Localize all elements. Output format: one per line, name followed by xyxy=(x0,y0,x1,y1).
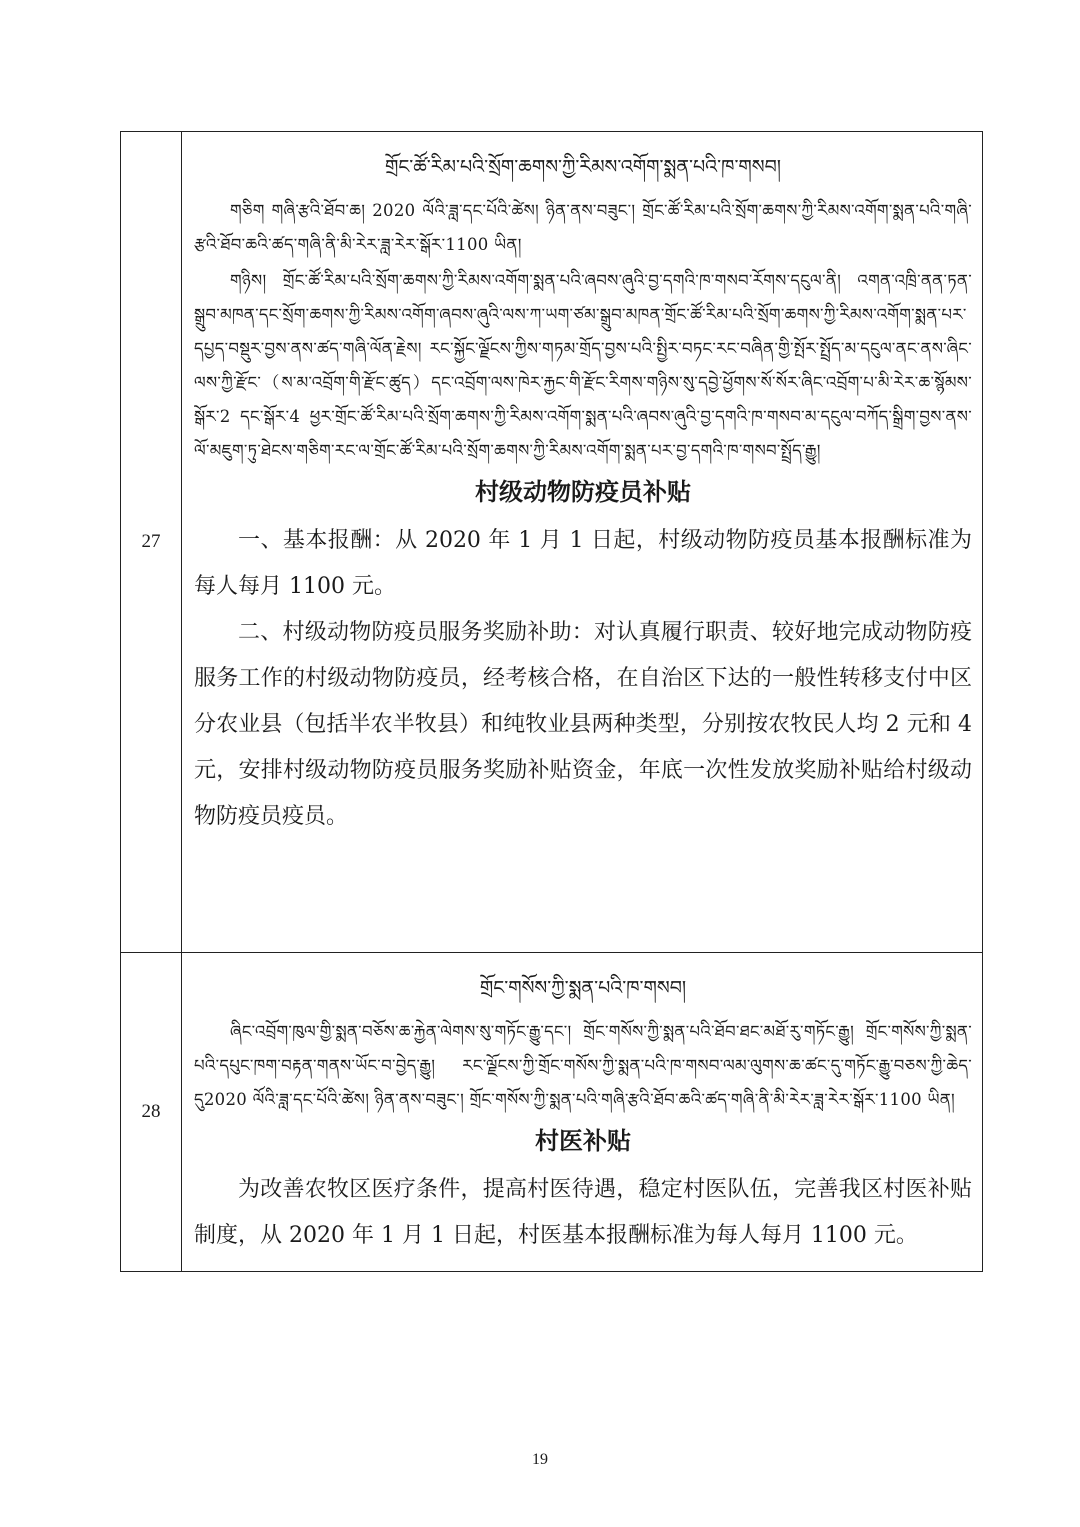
row-number: 27 xyxy=(121,132,182,953)
chinese-paragraph: 二、村级动物防疫员服务奖励补助：对认真履行职责、较好地完成动物防疫服务工作的村级动物防疫员，经考核合格，在自治区下达的一般性转移支付中区分农业县（包括半农半牧县）和纯牧业县两种类型，分别按农牧民人均 2 元和 4 元，安排村级动物防疫员服务奖励补贴资金，年底一次性发放奖励补贴给村级动物防疫员疫员。 xyxy=(194,620,972,829)
row-number: 28 xyxy=(121,953,182,1272)
row-content xyxy=(182,953,983,1272)
table-row xyxy=(121,132,983,953)
tibetan-paragraph: གཉིས། གྲོང་ཚོ་རིམ་པའི་སྲོག་ཆགས་ཀྱི་རིམས་འགོག་སྨན་པའི་ཞབས་ཞུའི་བྱ་དགའི་ཁ་གསབ་རོགས་དངུལ་ནི། འགན་འཁྲི་ནན་ཏན་སྒྲུབ་མཁན་དང་སྲོག་ཆགས་ཀྱི་རིམས་འགོག་ཞབས་ཞུའི་ལས་ཀ་ཡག་ཙམ་སྒྲུབ་མཁན་གྲོང་ཚོ་རིམ་པའི་སྲོག་ཆགས་ཀྱི་རིམས་འགོག་སྨན་པར་དཔྱད་བསྡུར་བྱས་ནས་ཚད་གཞི་ལོན་རྗེས། རང་སྐྱོང་ལྗོངས་ཀྱིས་གཏམ་གྲོད་བྱས་པའི་སྤྱིར་བཏང་རང་བཞིན་གྱི་སྤོར་སྤྲོད་མ་དངུལ་ནང་ནས་ཞིང་ལས་ཀྱི་རྫོང་（ས་མ་འབྲོག་གི་རྫོང་ཚུད）དང་འབྲོག་ལས་ཁེར་རྐྱང་གི་རྫོང་རིགས་གཉིས་སུ་དབྱེ་ཕྱོགས་སོ་སོར་ཞིང་འབྲོག་པ་མི་རེར་ཆ་སྙོམས་སྒོར་2 དང་སྒོར་4 ཕྱར་གྲོང་ཚོ་རིམ་པའི་སྲོག་ཆགས་ཀྱི་རིམས་འགོག་སྨན་པའི་ཞབས་ཞུའི་བྱ་དགའི་ཁ་གསབ་མ་དངུལ་བཀོད་སྒྲིག་བྱས་ནས་ལོ་མཇུག་ཏུ་ཐེངས་གཅིག་རང་ལ་གྲོང་ཚོ་རིམ་པའི་སྲོག་ཆགས་ཀྱི་རིམས་འགོག་སྨན་པར་བྱ་དགའི་ཁ་གསབ་སྤྲོད་རྒྱུ། xyxy=(194,271,972,460)
chinese-title: 村级动物防疫员补贴 xyxy=(475,478,691,506)
row-content xyxy=(182,132,983,953)
tibetan-paragraph: གཅིག གཞི་རྩའི་ཐོབ་ཆ། 2020 ལོའི་ཟླ་དང་པོའི་ཚེས། ཉིན་ནས་བཟུང་། གྲོང་ཚོ་རིམ་པའི་སྲོག་ཆགས་ཀྱི་རིམས་འགོག་སྨན་པའི་གཞི་རྩའི་ཐོབ་ཆའི་ཚད་གཞི་ནི་མི་རེར་ཟླ་རེར་སྒོར་1100 ཡིན། xyxy=(194,201,972,254)
page-number: 19 xyxy=(532,1451,548,1468)
table-row xyxy=(121,953,983,1272)
chinese-paragraph: 一、基本报酬：从 2020 年 1 月 1 日起，村级动物防疫员基本报酬标准为每人每月 1100 元。 xyxy=(194,528,972,599)
tibetan-paragraph: ཞིང་འབྲོག་ཁུལ་གྱི་སྨན་བཅོས་ཆ་རྐྱེན་ལེགས་སུ་གཏོང་རྒྱུ་དང་། གྲོང་གསོས་ཀྱི་སྨན་པའི་ཐོབ་ཐང་མཐོ་རུ་གཏོང་རྒྱུ། གྲོང་གསོས་ཀྱི་སྨན་པའི་དཔུང་ཁག་བརྟན་གནས་ཡོང་བ་བྱེད་རྒྱུ། རང་ལྗོངས་ཀྱི་གྲོང་གསོས་ཀྱི་སྨན་པའི་ཁ་གསབ་ལམ་ལུགས་ཆ་ཚང་དུ་གཏོང་རྒྱུ་བཅས་ཀྱི་ཆེད་དུ2020 ལོའི་ཟླ་དང་པོའི་ཚེས། ཉིན་ནས་བཟུང་། གྲོང་གསོས་ཀྱི་སྨན་པའི་གཞི་རྩའི་ཐོབ་ཆའི་ཚད་གཞི་ནི་མི་རེར་ཟླ་རེར་སྒོར་1100 ཡིན། xyxy=(194,1022,972,1109)
tibetan-title: གྲོང་གསོས་ཀྱི་སྨན་པའི་ཁ་གསབ། xyxy=(479,977,687,999)
chinese-paragraph: 为改善农牧区医疗条件，提高村医待遇，稳定村医队伍，完善我区村医补贴制度，从 2020 年 1 月 1 日起，村医基本报酬标准为每人每月 1100 元。 xyxy=(194,1177,972,1248)
chinese-title: 村医补贴 xyxy=(535,1127,631,1155)
tibetan-title: གྲོང་ཚོ་རིམ་པའི་སྲོག་ཆགས་ཀྱི་རིམས་འགོག་སྨན་པའི་ཁ་གསབ། xyxy=(384,156,782,178)
subsidy-table xyxy=(120,131,983,1272)
